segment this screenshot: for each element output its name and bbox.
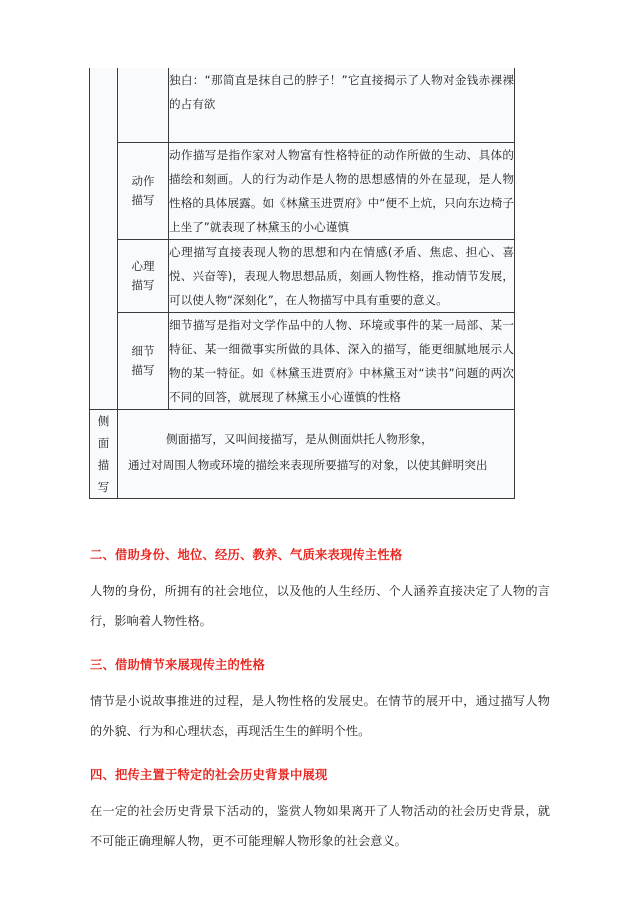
section-three-body: 情节是小说故事推进的过程，是人物性格的发展史。在情节的展开中，通过描写人物的外貌、行为和心理状态，再现活生生的鲜明个性。 [90,694,550,738]
section-three-heading: 三、借助情节来展现传主的性格 [90,658,265,672]
character-description-table [89,68,515,499]
section-two-body: 人物的身份，所拥有的社会地位，以及他的人生经历、个人涵养直接决定了人物的言行，影响着人物性格。 [90,584,550,628]
table-cell-body-psychology: 心理描写直接表现人物的思想和内在情感(矛盾、焦虑、担心、喜悦、兴奋等)，表现人物思想品质，刻画人物性格，推动情节发展，可以使人物“深刻化”，在人物描写中具有重要的意义。 [169,240,515,313]
table-row [90,410,515,499]
section-three [90,656,550,746]
label-line-2: 描写 [131,193,155,207]
label-line-1: 动作 [131,174,155,188]
label-line-1: 细节 [131,344,155,358]
label-line-1: 心理 [131,259,155,273]
section-two-heading: 二、借助身份、地位、经历、教养、气质来表现传主性格 [90,548,403,562]
table-cell-label-blank [118,68,169,143]
vert-char-3: 描 [97,458,110,472]
table-row [90,313,515,410]
label-line-2: 描写 [131,363,155,377]
section-two [90,546,550,636]
table-row [90,240,515,313]
table-cell-label-action [118,143,169,240]
label-line-2: 描写 [131,278,155,292]
table-row [90,68,515,143]
table-cell-body-monologue: 独白：“那简直是抹自己的脖子！”它直接揭示了人物对金钱赤裸裸的占有欲 [169,68,515,143]
vert-char-4: 写 [97,480,110,494]
table-cell-body-side [118,410,515,499]
section-four [90,766,550,856]
table-cell-outer-label-side [90,410,118,499]
vert-char-2: 面 [97,436,110,450]
section-four-body: 在一定的社会历史背景下活动的，鉴赏人物如果离开了人物活动的社会历史背景，就不可能正确理解人物，更不可能理解人物形象的社会意义。 [90,804,550,848]
vert-char-1: 侧 [97,414,110,428]
table-cell-body-detail: 细节描写是指对文学作品中的人物、环境或事件的某一局部、某一特征、某一细微事实所做的具体、深入的描写，能更细腻地展示人物的某一特征。如《林黛玉进贾府》中林黛玉对“读书”问题的两次不同的回答，就展现了林黛玉小心谨慎的性格 [169,313,515,410]
table-cell-label-psychology [118,240,169,313]
table-cell-body-action: 动作描写是指作家对人物富有性格特征的动作所做的生动、具体的描绘和刻画。人的行为动作是人物的思想感情的外在显现，是人物性格的具体展露。如《林黛玉进贾府》中“便不上炕，只向东边椅子上坐了”就表现了林黛玉的小心谨慎 [169,143,515,240]
table-cell-label-detail [118,313,169,410]
section-four-heading: 四、把传主置于特定的社会历史背景中展现 [90,768,328,782]
side-body-line-2: 通过对周围人物或环境的描绘来表现所要描写的对象，以使其鲜明突出 [128,458,488,472]
table-row [90,143,515,240]
side-body-line-1: 侧面描写，又叫间接描写，是从侧面烘托人物形象， [166,432,433,446]
table-cell-outer-blank [90,68,118,410]
